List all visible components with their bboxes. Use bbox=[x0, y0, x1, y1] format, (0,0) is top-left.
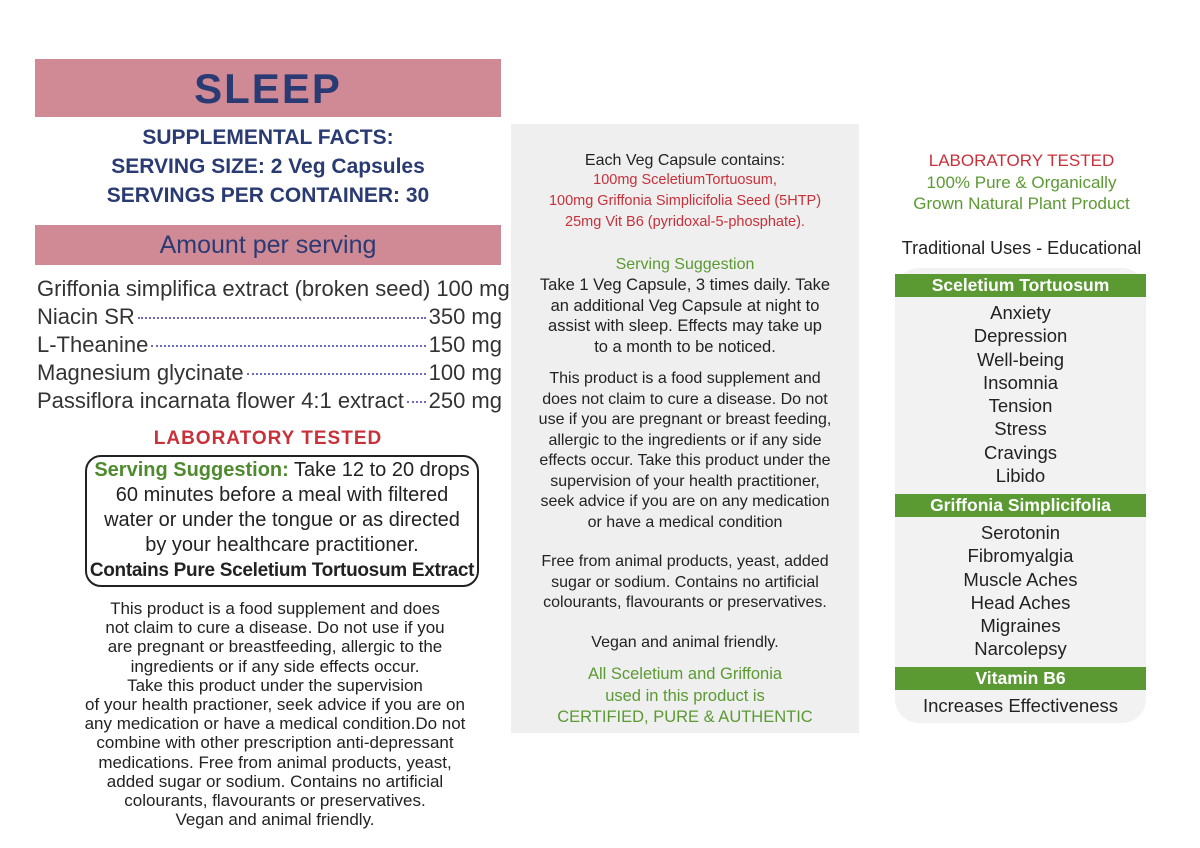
middle-certified bbox=[511, 664, 859, 729]
certified-line: All Sceletium and Griffonia bbox=[587, 665, 783, 683]
ingredient-row bbox=[37, 332, 502, 360]
serving-line: water or under the tongue or as directed bbox=[104, 509, 460, 531]
serving-first-text: Take 12 to 20 drops bbox=[288, 459, 470, 481]
disclaimer-line: Vegan and animal friendly. bbox=[175, 810, 375, 830]
disclaimer-line: supervision of your health practitioner, bbox=[550, 472, 820, 490]
use-item: Serotonin bbox=[980, 522, 1061, 543]
left-disclaimer bbox=[60, 599, 490, 829]
middle-free-from bbox=[511, 552, 859, 614]
disclaimer-line: does not claim to cure a disease. Do not bbox=[542, 390, 828, 408]
use-item: Well-being bbox=[976, 348, 1065, 370]
serving-line: to a month to be noticed. bbox=[594, 337, 776, 356]
disclaimer-line: This product is a food supplement and bbox=[549, 370, 821, 387]
ingredient-name: Passiflora incarnata flower 4:1 extract bbox=[37, 388, 404, 413]
griffonia-uses-list bbox=[895, 521, 1146, 661]
ingredient-name: Niacin SR bbox=[37, 304, 135, 329]
use-item: Libido bbox=[995, 465, 1046, 487]
disclaimer-line: This product is a food supplement and does bbox=[110, 599, 440, 618]
capsule-content-line: 25mg Vit B6 (pyridoxal-5-phosphate). bbox=[565, 214, 805, 230]
servings-per-container: SERVINGS PER CONTAINER: 30 bbox=[106, 184, 430, 207]
capsule-contains-heading: Each Veg Capsule contains: bbox=[584, 152, 786, 169]
use-item: Head Aches bbox=[970, 591, 1071, 613]
disclaimer-line: seek advice if you are on any medication bbox=[540, 493, 830, 510]
free-line: Free from animal products, yeast, added bbox=[541, 553, 829, 570]
ingredients-table bbox=[37, 276, 510, 416]
product-title: SLEEP bbox=[194, 65, 342, 112]
ingredient-row bbox=[37, 388, 502, 416]
right-laboratory-tested: LABORATORY TESTED bbox=[928, 151, 1115, 170]
free-line: colourants, flavourants or preservatives. bbox=[543, 594, 827, 611]
use-item: Narcolepsy bbox=[974, 638, 1067, 660]
use-item: Cravings bbox=[984, 441, 1057, 463]
ingredient-amount: 100 mg bbox=[436, 276, 510, 301]
use-item: Insomnia bbox=[982, 371, 1059, 393]
dot-leader bbox=[247, 373, 426, 375]
ingredient-name: Griffonia simplifica extract (broken seed) bbox=[37, 276, 431, 301]
disclaimer-line: use if you are pregnant or breast feeding, bbox=[538, 411, 832, 428]
use-item: Muscle Aches bbox=[963, 568, 1078, 590]
disclaimer-line: Take this product under the supervision bbox=[127, 675, 423, 695]
ingredient-name: L-Theanine bbox=[37, 332, 149, 357]
serving-line: by your healthcare practitioner. bbox=[145, 534, 419, 556]
section-heading-sceletium: Sceletium Tortuosum bbox=[895, 274, 1146, 297]
section-heading-griffonia: Griffonia Simplicifolia bbox=[895, 494, 1146, 517]
use-item: Depression bbox=[973, 325, 1068, 347]
middle-serving-body bbox=[511, 275, 859, 357]
ingredient-amount: 250 mg bbox=[428, 388, 502, 413]
disclaimer-line: allergic to the ingredients or if any side bbox=[548, 431, 822, 449]
ingredient-name: Magnesium glycinate bbox=[37, 360, 244, 385]
use-item: Migraines bbox=[980, 615, 1061, 637]
serving-line: 60 minutes before a meal with filtered bbox=[115, 484, 449, 506]
disclaimer-line: effects occur. Take this product under the bbox=[539, 452, 831, 469]
middle-vegan: Vegan and animal friendly. bbox=[591, 634, 779, 651]
use-item: Increases Effectiveness bbox=[922, 695, 1119, 716]
serving-line: an additional Veg Capsule at night to bbox=[550, 296, 820, 315]
laboratory-tested-label: LABORATORY TESTED bbox=[153, 428, 383, 449]
serving-size: SERVING SIZE: 2 Veg Capsules bbox=[111, 155, 425, 178]
capsule-contents bbox=[511, 152, 859, 233]
capsule-content-line: 100mg SceletiumTortuosum, bbox=[593, 172, 777, 188]
disclaimer-line: not claim to cure a disease. Do not use if you bbox=[105, 618, 445, 638]
disclaimer-line: of your health practioner, seek advice if you are on bbox=[85, 695, 465, 715]
right-pure-line: 100% Pure & Organically bbox=[926, 173, 1117, 192]
free-line: sugar or sodium. Contains no artificial bbox=[551, 573, 819, 591]
dot-leader bbox=[138, 317, 426, 319]
capsule-content-line: 100mg Griffonia Simplicifolia Seed (5HTP) bbox=[548, 193, 822, 209]
contains-pure-extract: Contains Pure Sceletium Tortuosum Extract bbox=[89, 560, 475, 581]
vitamin-b6-uses-list bbox=[895, 694, 1146, 717]
middle-serving-title: Serving Suggestion bbox=[615, 256, 755, 273]
ingredient-row bbox=[37, 276, 510, 304]
use-item: Tension bbox=[988, 395, 1053, 417]
right-pure-line: Grown Natural Plant Product bbox=[913, 194, 1130, 213]
ingredient-row bbox=[37, 304, 502, 332]
dot-leader bbox=[151, 345, 425, 347]
disclaimer-line: added sugar or sodium. Contains no artificial bbox=[106, 771, 444, 791]
certified-line: used in this product is bbox=[605, 686, 765, 705]
ingredient-amount: 350 mg bbox=[428, 304, 502, 329]
certified-line: CERTIFIED, PURE & AUTHENTIC bbox=[557, 708, 813, 726]
use-item: Stress bbox=[994, 418, 1047, 440]
disclaimer-line: any medication or have a medical condition.Do not bbox=[84, 714, 466, 734]
ingredient-amount: 150 mg bbox=[428, 332, 502, 357]
disclaimer-line: or have a medical condition bbox=[587, 513, 783, 531]
dot-leader bbox=[407, 401, 426, 403]
serving-line: Take 1 Veg Capsule, 3 times daily. Take bbox=[539, 276, 831, 294]
disclaimer-line: are pregnant or breastfeeding, allergic to the bbox=[107, 637, 443, 657]
ingredient-amount: 100 mg bbox=[428, 360, 502, 385]
disclaimer-line: ingredients or if any side effects occur. bbox=[130, 656, 420, 676]
disclaimer-line: medications. Free from animal products, yeast, bbox=[98, 752, 452, 772]
serving-line: assist with sleep. Effects may take up bbox=[548, 317, 822, 335]
serving-first-line bbox=[85, 458, 479, 483]
sceletium-uses-list bbox=[895, 301, 1146, 487]
traditional-uses-heading: Traditional Uses - Educational bbox=[901, 238, 1142, 258]
ingredient-row bbox=[37, 360, 502, 388]
use-item: Fibromyalgia bbox=[967, 545, 1074, 567]
serving-suggestion-label: Serving Suggestion: bbox=[94, 459, 289, 481]
middle-disclaimer bbox=[511, 369, 859, 533]
use-item: Anxiety bbox=[990, 302, 1051, 323]
supplemental-facts-heading: SUPPLEMENTAL FACTS: bbox=[142, 126, 394, 149]
disclaimer-line: colourants, flavourants or preservatives. bbox=[124, 791, 426, 811]
disclaimer-line: combine with other prescription anti-depressant bbox=[96, 733, 454, 753]
amount-per-serving-heading: Amount per serving bbox=[159, 231, 377, 259]
section-heading-vitamin-b6: Vitamin B6 bbox=[895, 667, 1146, 690]
